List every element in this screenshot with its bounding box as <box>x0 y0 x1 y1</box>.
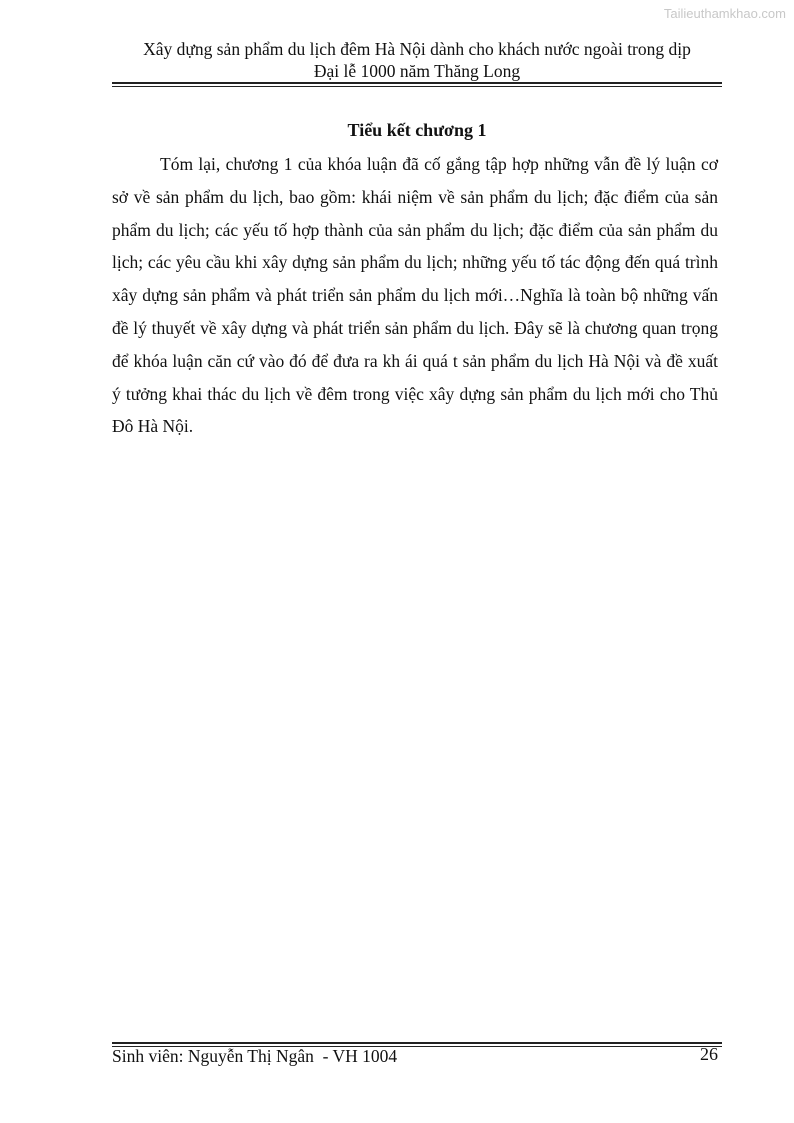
running-header <box>112 38 722 82</box>
section-title: Tiểu kết chương 1 <box>347 120 487 140</box>
footer-student-info: Sinh viên: Nguyễn Thị Ngân - VH 1004 <box>112 1046 398 1066</box>
page-number: 26 <box>700 1044 718 1064</box>
body-paragraph: Tóm lại, chương 1 của khóa luận đã cố gắng tập hợp những vẫn đề lý luận cơ sở về sản phẩm du lịch, bao gồm: khái niệm về sản phẩm du lịch; đặc điểm của sản phẩm du lịch; các yếu tố hợp thành của sản phẩm du lịch; đặc điểm của sản phẩm du lịch; các yêu cầu khi xây dựng sản phẩm du lịch; những yếu tố tác động đến quá trình xây dựng sản phẩm và phát triển sản phẩm du lịch mới…Nghĩa là toàn bộ những vấn đề lý thuyết về xây dựng và phát triển sản phẩm du lịch. Đây sẽ là chương quan trọng để khóa luận căn cứ vào đó để đưa ra kh ái quá t sản phẩm du lịch Hà Nội và đề xuất ý tưởng khai thác du lịch về đêm trong việc xây dựng sản phẩm du lịch mới cho Thủ Đô Hà Nội. <box>112 154 718 437</box>
header-line-2: Đại lễ 1000 năm Thăng Long <box>313 61 521 81</box>
watermark: Tailieuthamkhao.com <box>663 6 786 21</box>
header-line-1: Xây dựng sản phẩm du lịch đêm Hà Nội dành cho khách nước ngoài trong dịp <box>143 39 691 59</box>
header-divider <box>112 82 722 87</box>
